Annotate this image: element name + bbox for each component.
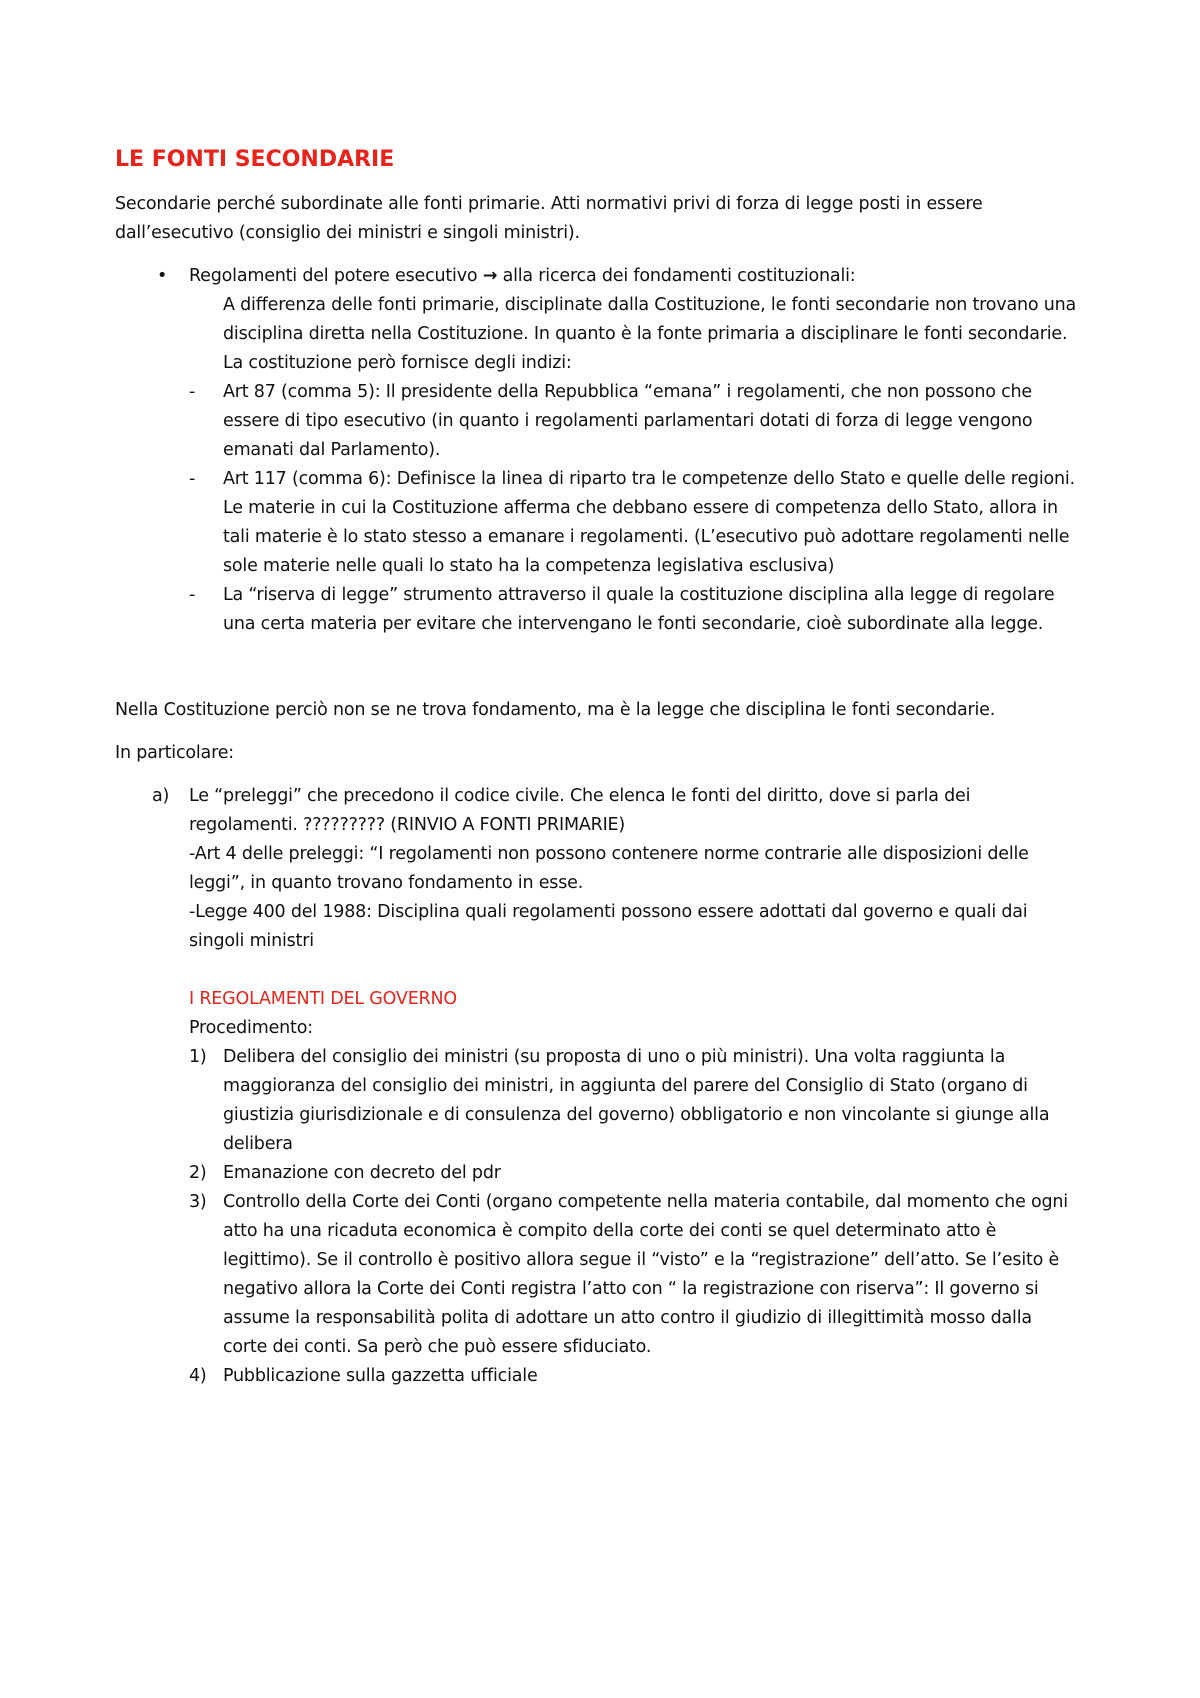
dash-item-art87 bbox=[189, 378, 1080, 465]
list-item-pubblicazione bbox=[189, 1362, 1080, 1391]
list-text: Delibera del consiglio dei ministri (su proposta di uno o più ministri). Una volta raggiunta la maggioranza del consiglio dei ministri, in aggiunta del parere del Consiglio di Stato (organo di giustizia giurisdizionale e di consulenza del governo) obbligatorio e non vincolante si giunge alla delibera bbox=[223, 1047, 1050, 1154]
dash-item-art117 bbox=[189, 465, 1080, 581]
list-item-delibera bbox=[189, 1043, 1080, 1159]
alpha-line-3: -Legge 400 del 1988: Disciplina quali regolamenti possono essere adottati dal governo e quali dai singoli ministri bbox=[189, 902, 1028, 951]
list-number: 3) bbox=[189, 1192, 207, 1212]
list-number: 1) bbox=[189, 1047, 207, 1067]
section-heading-governo: I REGOLAMENTI DEL GOVERNO bbox=[189, 989, 457, 1009]
alpha-line-2: -Art 4 delle preleggi: “I regolamenti non possono contenere norme contrarie alle disposizioni delle leggi”, in quanto trovano fondamento in esse. bbox=[189, 844, 1029, 893]
procedimento-label: Procedimento: bbox=[189, 1018, 313, 1038]
paragraph-costituzione: Nella Costituzione perciò non se ne trova fondamento, ma è la legge che disciplina le fonti secondarie. bbox=[115, 700, 996, 720]
dash-item-riserva bbox=[189, 581, 1080, 639]
page-title: LE FONTI SECONDARIE bbox=[115, 147, 395, 172]
bullet-heading-text-2: alla ricerca dei fondamenti costituzionali: bbox=[497, 266, 856, 286]
paragraph-in-particolare: In particolare: bbox=[115, 743, 234, 763]
alpha-marker: a) bbox=[152, 786, 170, 806]
alpha-item-preleggi bbox=[115, 782, 1080, 1391]
bullet-regolamenti bbox=[115, 262, 1080, 639]
list-number: 2) bbox=[189, 1163, 207, 1183]
list-item-emanazione bbox=[189, 1159, 1080, 1188]
list-text: Pubblicazione sulla gazzetta ufficiale bbox=[223, 1366, 538, 1386]
dash-text: La “riserva di legge” strumento attraverso il quale la costituzione disciplina alla legge di regolare una certa materia per evitare che intervengano le fonti secondarie, cioè subordinate alla legge. bbox=[223, 585, 1055, 634]
bullet-heading-text: Regolamenti del potere esecutivo bbox=[189, 266, 483, 286]
dash-list bbox=[189, 378, 1080, 639]
alpha-line-1: Le “preleggi” che precedono il codice civile. Che elenca le fonti del diritto, dove si parla dei regolamenti. ????????? (RINVIO A FONTI PRIMARIE) bbox=[189, 786, 971, 835]
bullet-heading bbox=[189, 262, 1080, 291]
dash-marker: - bbox=[189, 382, 196, 402]
spacer bbox=[115, 653, 1080, 696]
list-text: Emanazione con decreto del pdr bbox=[223, 1163, 501, 1183]
procedimento-list bbox=[189, 1043, 1080, 1391]
intro-paragraph: Secondarie perché subordinate alle fonti primarie. Atti normativi privi di forza di legge posti in essere dall’esecutivo (consiglio dei ministri e singoli ministri). bbox=[115, 194, 983, 243]
dash-marker: - bbox=[189, 585, 196, 605]
dash-marker: - bbox=[189, 469, 196, 489]
spacer bbox=[189, 956, 1080, 985]
dash-text: Art 117 (comma 6): Definisce la linea di riparto tra le competenze dello Stato e quelle delle regioni. Le materie in cui la Costituzione afferma che debbano essere di competenza dello Stato, allora in tali materie è lo stato stesso a emanare i regolamenti. (L’esecutivo può adottare regolamenti nelle sole materie nelle quali lo stato ha la competenza legislativa esclusiva) bbox=[223, 469, 1075, 576]
right-arrow-icon: → bbox=[482, 266, 498, 286]
list-number: 4) bbox=[189, 1366, 207, 1386]
list-text: Controllo della Corte dei Conti (organo competente nella materia contabile, dal momento che ogni atto ha una ricaduta economica è compito della corte dei conti se quel determinato atto è legittimo). Se il controllo è positivo allora segue il “visto” e la “registrazione” dell’atto. Se l’esito è negativo allora la Corte dei Conti registra l’atto con “ la registrazione con riserva”: Il governo si assume la responsabilità polita di adottare un atto contro il giudizio di illegittimità mosso dalla corte dei conti. Sa però che può essere sfiduciato. bbox=[223, 1192, 1068, 1357]
bullet-body: A differenza delle fonti primarie, disciplinate dalla Costituzione, le fonti secondarie non trovano una disciplina diretta nella Costituzione. In quanto è la fonte primaria a disciplinare le fonti secondarie. La costituzione però fornisce degli indizi: bbox=[223, 295, 1077, 373]
dash-text: Art 87 (comma 5): Il presidente della Repubblica “emana” i regolamenti, che non possono che essere di tipo esecutivo (in quanto i regolamenti parlamentari dotati di forza di legge vengono emanati dal Parlamento). bbox=[223, 382, 1033, 460]
list-item-controllo bbox=[189, 1188, 1080, 1362]
bullet-marker: • bbox=[156, 266, 168, 286]
